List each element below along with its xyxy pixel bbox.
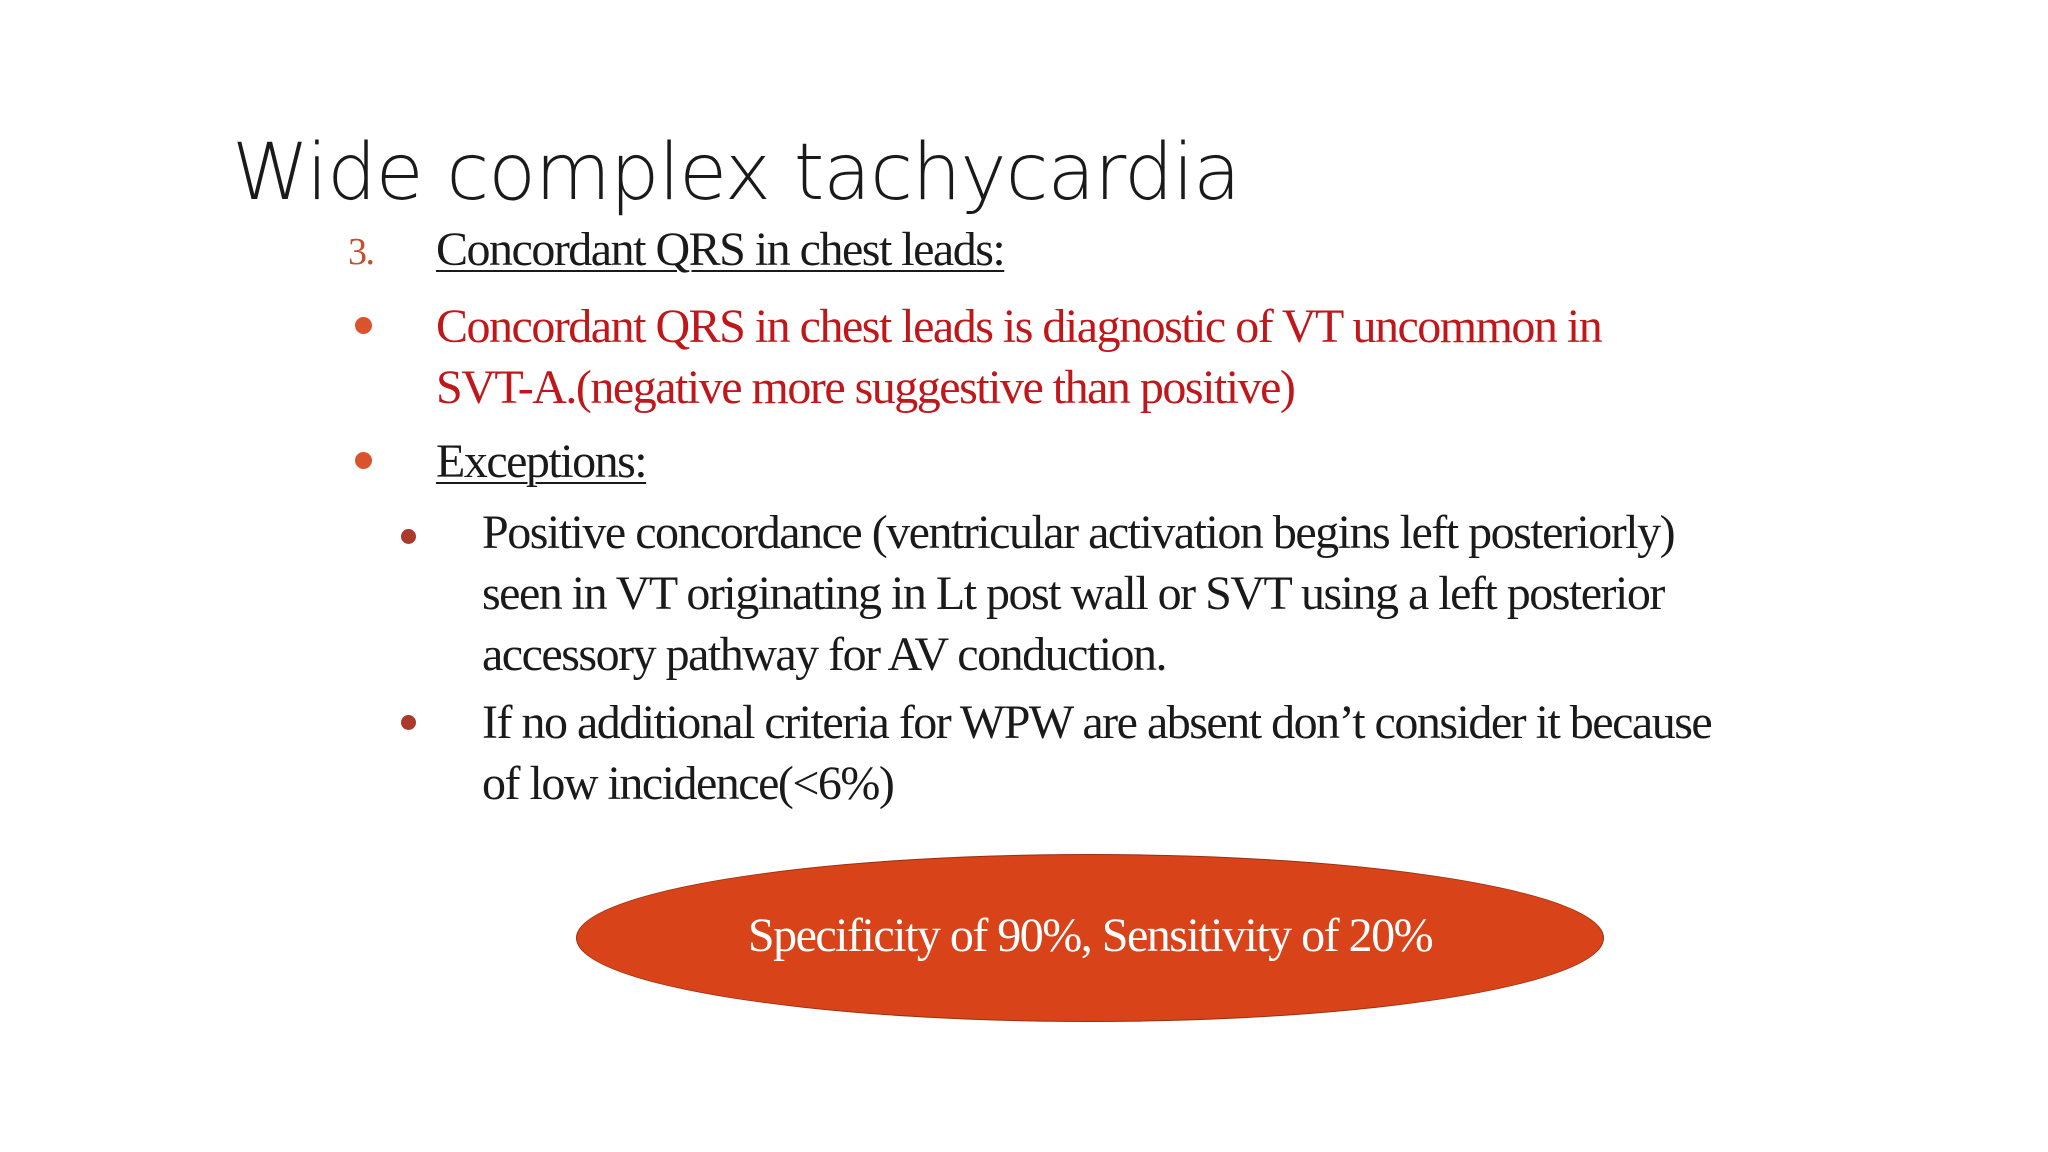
- sub-bullet-positive-concordance: Positive concordance (ventricular activation begins left posteriorly) seen in VT originating in Lt post wall or SVT using a left posterior accessory pathway for AV conduction.: [482, 506, 1675, 681]
- exceptions-heading: Exceptions:: [436, 435, 647, 488]
- bullet-dot-icon: [355, 452, 372, 469]
- bullet-diagnostic-text: Concordant QRS in chest leads is diagnostic of VT uncommon in SVT-A.(negative more suggestive than positive): [436, 300, 1602, 414]
- sub-bullet-wpw: If no additional criteria for WPW are absent don’t consider it because of low incidence(<6%): [482, 696, 1712, 810]
- bullet-dot-icon: [355, 317, 372, 334]
- callout-text: Specificity of 90%, Sensitivity of 20%: [747, 908, 1433, 962]
- sub-bullet-dot-icon: [401, 715, 416, 730]
- slide-title: Wide complex tachycardia: [232, 128, 1240, 218]
- section-heading: Concordant QRS in chest leads:: [436, 223, 1005, 276]
- sub-bullet-dot-icon: [401, 529, 416, 544]
- item-number: 3.: [348, 231, 374, 273]
- callout-oval: [576, 854, 1604, 1022]
